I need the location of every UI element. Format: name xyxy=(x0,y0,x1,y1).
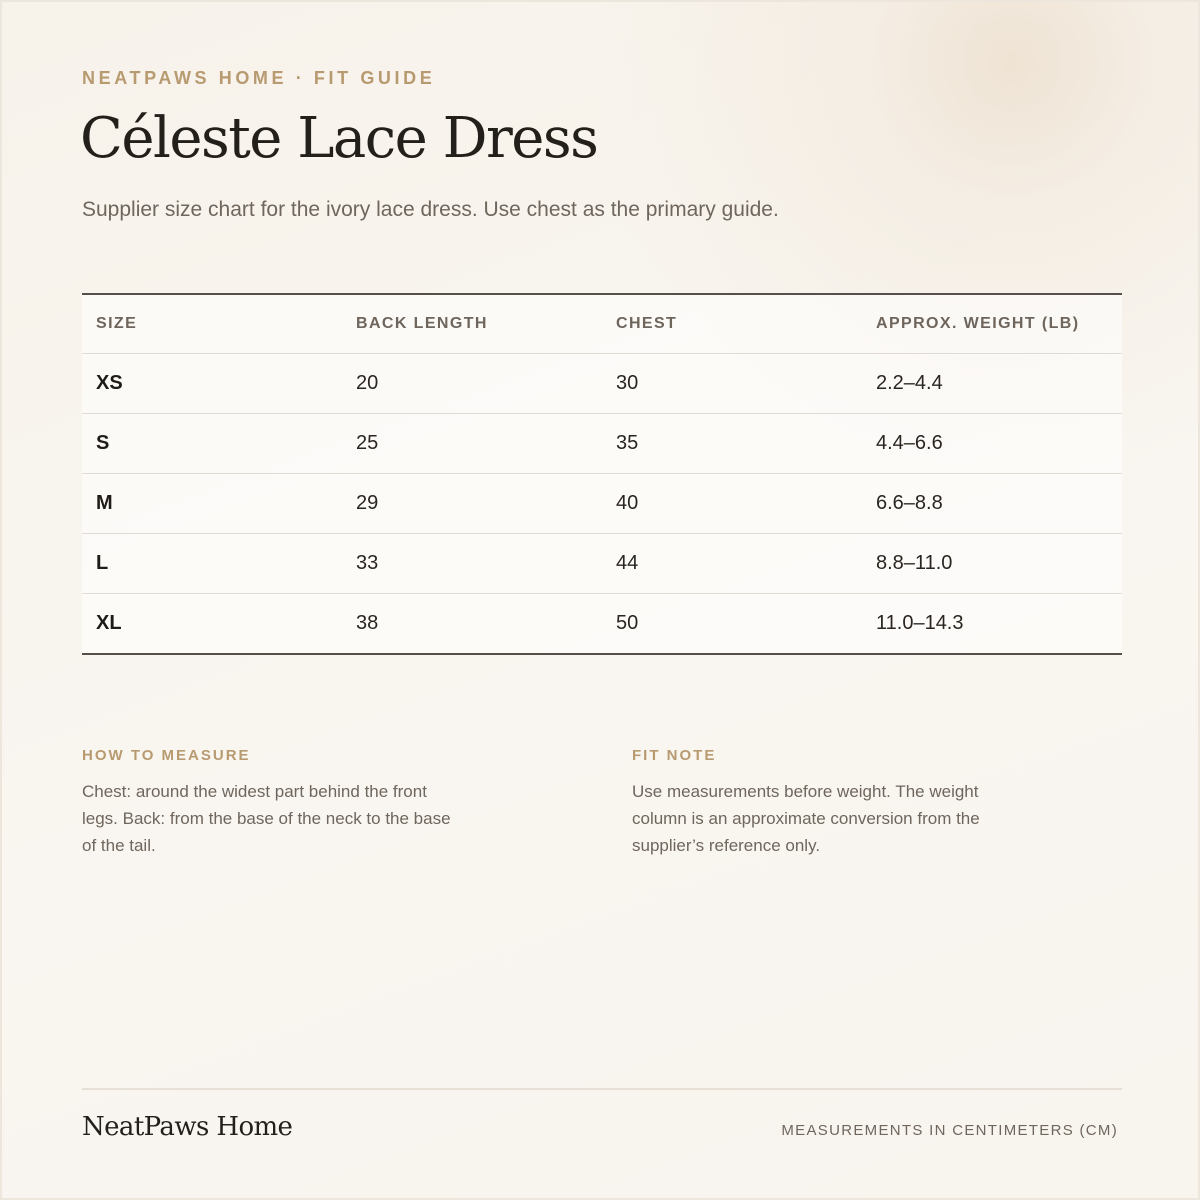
table-row xyxy=(82,593,1122,653)
size-cell: M xyxy=(96,492,113,514)
column-header-size: SIZE xyxy=(96,315,138,332)
chest-cell: 44 xyxy=(616,552,639,574)
weight-cell: 8.8–11.0 xyxy=(876,552,953,574)
table-row xyxy=(82,533,1122,593)
column-header-chest: CHEST xyxy=(616,315,678,332)
fit-note xyxy=(632,747,1012,859)
table-row xyxy=(82,353,1122,413)
chest-cell: 35 xyxy=(616,432,639,454)
page-title: Céleste Lace Dress xyxy=(80,106,598,171)
how-to-measure-heading: HOW TO MEASURE xyxy=(82,747,251,764)
table-header-row xyxy=(82,295,1122,353)
footer-divider xyxy=(82,1088,1122,1090)
size-cell: XL xyxy=(96,612,122,634)
back-length-cell: 29 xyxy=(356,492,379,514)
eyebrow-label: NEATPAWS HOME · FIT GUIDE xyxy=(82,68,436,88)
column-header-back-length: BACK LENGTH xyxy=(356,315,488,332)
back-length-cell: 38 xyxy=(356,612,379,634)
size-cell: S xyxy=(96,432,110,454)
size-cell: L xyxy=(96,552,109,574)
weight-cell: 4.4–6.6 xyxy=(876,432,943,454)
back-length-cell: 33 xyxy=(356,552,379,574)
how-to-measure-body: Chest: around the widest part behind the front legs. Back: from the base of the neck to the base of the tail. xyxy=(82,782,451,855)
back-length-cell: 25 xyxy=(356,432,379,454)
column-header-weight: APPROX. WEIGHT (LB) xyxy=(876,315,1080,332)
chest-cell: 50 xyxy=(616,612,639,634)
how-to-measure-note xyxy=(82,747,462,859)
weight-cell: 6.6–8.8 xyxy=(876,492,943,514)
table-row xyxy=(82,473,1122,533)
size-cell: XS xyxy=(96,372,123,394)
fit-note-heading: FIT NOTE xyxy=(632,747,717,764)
chest-cell: 30 xyxy=(616,372,639,394)
fit-note-body: Use measurements before weight. The weight column is an approximate conversion from the supplier’s reference only. xyxy=(632,782,980,855)
weight-cell: 2.2–4.4 xyxy=(876,372,943,394)
size-chart-table xyxy=(82,293,1122,655)
table-row xyxy=(82,413,1122,473)
chest-cell: 40 xyxy=(616,492,639,514)
brand-wordmark: NeatPaws Home xyxy=(82,1112,293,1142)
units-note: MEASUREMENTS IN CENTIMETERS (CM) xyxy=(781,1122,1118,1139)
back-length-cell: 20 xyxy=(356,372,379,394)
weight-cell: 11.0–14.3 xyxy=(876,612,964,634)
page-subtitle: Supplier size chart for the ivory lace dress. Use chest as the primary guide. xyxy=(82,198,779,221)
